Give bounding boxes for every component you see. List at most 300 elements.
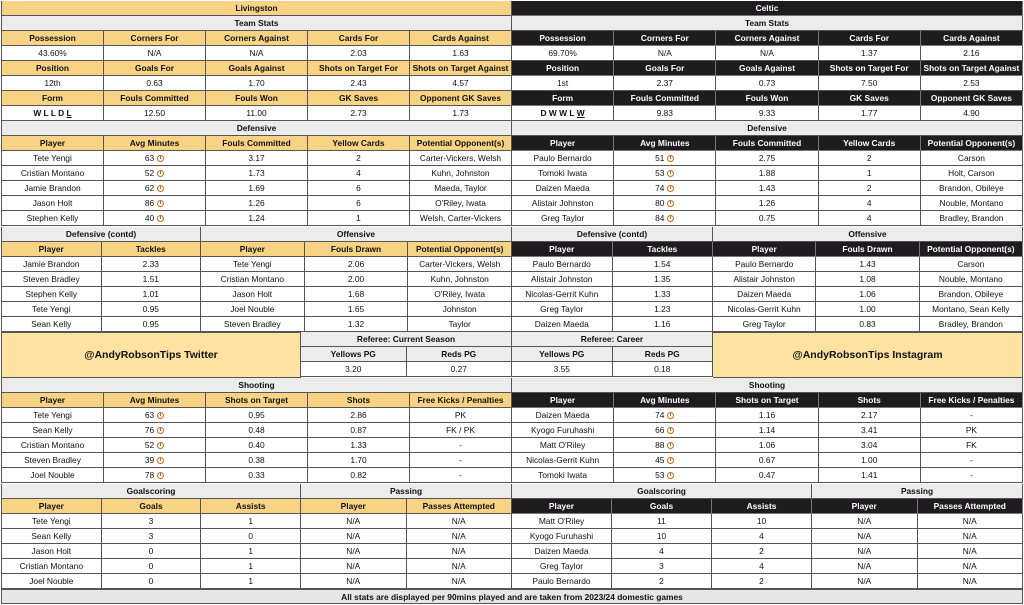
table-cell: [104, 468, 206, 483]
table-cell-text: 0: [148, 576, 154, 586]
table-cell: [1, 151, 104, 166]
table-row: [201, 302, 512, 317]
table-cell-text: -: [970, 470, 973, 480]
column-header: [613, 242, 714, 257]
table-cell-text: Tomoki Iwata: [538, 168, 588, 178]
stat-value: 69.70%: [512, 46, 614, 61]
table-row: [713, 257, 1023, 272]
table-cell: [716, 438, 818, 453]
table-cell: [206, 196, 308, 211]
table-cell-text: -: [970, 410, 973, 420]
column-header: [921, 393, 1023, 408]
column-header: [512, 499, 612, 514]
table-cell-text: Nouble, Montano: [938, 274, 1003, 284]
table-cell: [1, 559, 102, 574]
table-cell-text: 1.43: [758, 183, 776, 193]
table-cell-text: 1.06: [859, 289, 876, 299]
table-row: [1, 408, 512, 423]
table-cell-text: Jason Holt: [232, 289, 273, 299]
table-cell-text: Tomoki Iwata: [538, 470, 588, 480]
column-header: [102, 499, 202, 514]
passing-table: [812, 499, 1023, 589]
table-cell: [407, 544, 513, 559]
stat-value: 1.63: [410, 46, 512, 61]
table-cell-text: Daizen Maeda: [535, 410, 590, 420]
stopwatch-icon: [667, 442, 674, 449]
table-cell: [613, 257, 714, 272]
table-cell-text: 1.41: [861, 470, 878, 480]
table-cell: [812, 544, 918, 559]
table-cell-text: 2.75: [758, 153, 776, 163]
table-cell-text: 39: [144, 455, 155, 465]
table-cell-text: Cristian Montano: [20, 168, 85, 178]
table-cell-text: 2.00: [347, 274, 365, 284]
table-cell: [305, 302, 409, 317]
stopwatch-icon: [667, 412, 674, 419]
column-header: [1, 499, 102, 514]
stat-value: 2.43: [308, 76, 410, 91]
table-cell: [206, 211, 308, 226]
table-row: [201, 317, 512, 332]
table-cell-text: 66: [655, 425, 665, 435]
table-cell-text: 2: [759, 546, 764, 556]
stopwatch-icon: [667, 200, 674, 207]
table-cell: [512, 438, 614, 453]
column-header: [308, 136, 410, 151]
table-cell: [613, 287, 714, 302]
section-title: Shooting: [1, 378, 512, 393]
table-cell-text: 1: [248, 576, 254, 586]
section-title: Offensive: [201, 227, 512, 242]
table-cell-text: 4: [759, 531, 764, 541]
table-row: [512, 529, 812, 544]
table-cell-text: Steven Bradley: [24, 455, 81, 465]
column-header: [712, 499, 812, 514]
table-cell-text: -: [459, 455, 462, 465]
table-cell-text: 1: [356, 213, 361, 223]
table-cell-text: 1.26: [248, 198, 265, 208]
table-cell: [512, 287, 613, 302]
table-cell-text: Bradley, Brandon: [938, 319, 1003, 329]
table-cell: [920, 257, 1023, 272]
column-header-text: Player: [549, 244, 575, 254]
table-cell: [410, 468, 512, 483]
table-cell: [716, 423, 818, 438]
table-cell: [819, 196, 921, 211]
table-row: [1, 302, 201, 317]
column-header-text: Player: [239, 244, 265, 254]
table-cell: [308, 196, 410, 211]
table-cell-text: 1: [248, 561, 254, 571]
table-cell-text: Daizen Maeda: [535, 183, 590, 193]
table-cell-text: 1.08: [859, 274, 876, 284]
column-header-text: Yellow Cards: [332, 138, 385, 148]
table-cell-text: Johnston: [442, 304, 477, 314]
table-cell: [816, 257, 919, 272]
stat-header: Opponent GK Saves: [410, 91, 512, 106]
table-cell-text: Tete Yengi: [31, 304, 71, 314]
stat-value: 2.37: [614, 76, 716, 91]
table-cell: [921, 181, 1023, 196]
table-cell-text: 40: [144, 213, 155, 223]
table-cell-text: Paulo Bernardo: [532, 259, 591, 269]
table-cell-text: N/A: [857, 531, 872, 541]
table-cell: [410, 151, 512, 166]
table-header-row: [512, 499, 812, 514]
table-row: [1, 166, 512, 181]
table-cell: [407, 559, 513, 574]
table-cell: [206, 453, 308, 468]
column-header: [512, 242, 613, 257]
table-cell: [512, 211, 614, 226]
table-cell: [819, 408, 921, 423]
column-header-text: Player: [548, 501, 575, 511]
column-header-text: Potential Opponent(s): [416, 138, 505, 148]
table-cell-text: Tete Yengi: [233, 259, 272, 269]
table-cell-text: 1.14: [758, 425, 776, 435]
table-cell: [201, 559, 301, 574]
table-cell-text: 0.38: [248, 455, 265, 465]
table-cell: [614, 151, 716, 166]
table-cell: [613, 317, 714, 332]
table-cell-text: Matt O'Riley: [538, 516, 585, 526]
table-cell-text: -: [459, 440, 462, 450]
table-header-row: [512, 136, 1023, 151]
stat-header: GK Saves: [308, 91, 410, 106]
table-cell: [1, 438, 104, 453]
ref-value: 0.27: [407, 362, 513, 377]
stat-header: Position: [1, 61, 104, 76]
table-cell: [716, 468, 818, 483]
column-header: [512, 136, 614, 151]
column-header: [816, 242, 919, 257]
column-header-text: Avg Minutes: [129, 395, 180, 405]
table-cell-text: Jamie Brandon: [23, 259, 80, 269]
table-cell: [305, 287, 409, 302]
table-cell: [301, 559, 407, 574]
passing-table: [301, 499, 512, 589]
table-cell: [308, 453, 410, 468]
table-cell-text: 1.35: [654, 274, 671, 284]
table-cell: [1, 317, 102, 332]
table-cell: [613, 272, 714, 287]
column-header-text: Avg Minutes: [129, 138, 180, 148]
table-row: [512, 272, 713, 287]
table-cell: [612, 544, 712, 559]
stat-value: 43.60%: [1, 46, 104, 61]
table-row: [1, 257, 201, 272]
table-cell-text: Greg Taylor: [742, 319, 786, 329]
column-header-text: Assists: [235, 501, 266, 511]
table-cell-text: N/A: [962, 561, 977, 571]
table-cell-text: 0.95: [142, 304, 159, 314]
table-row: [1, 453, 512, 468]
table-cell-text: 86: [144, 198, 155, 208]
table-cell-text: Paulo Bernardo: [533, 153, 592, 163]
table-cell-text: 88: [655, 440, 665, 450]
table-cell-text: Stephen Kelly: [26, 213, 79, 223]
stats-header-row: [512, 61, 1023, 76]
table-cell-text: Joel Nouble: [29, 576, 74, 586]
team-stats-label: Team Stats: [1, 16, 512, 31]
table-cell: [819, 423, 921, 438]
table-cell-text: Tete Yengi: [32, 516, 71, 526]
stat-value: N/A: [104, 46, 206, 61]
table-cell: [512, 272, 613, 287]
table-row: [713, 272, 1023, 287]
table-row: [1, 559, 301, 574]
stats-header-row: [1, 91, 512, 106]
table-cell: [104, 211, 206, 226]
table-row: [512, 196, 1023, 211]
table-cell-text: 3.17: [248, 153, 265, 163]
table-cell: [819, 468, 921, 483]
table-cell-text: Jason Holt: [31, 546, 72, 556]
table-cell-text: Jason Holt: [32, 198, 73, 208]
table-cell: [712, 514, 812, 529]
stopwatch-icon: [157, 442, 164, 449]
stat-header: Possession: [1, 31, 104, 46]
table-cell-text: 80: [655, 198, 665, 208]
table-cell: [102, 529, 202, 544]
table-cell: [512, 166, 614, 181]
table-cell: [712, 544, 812, 559]
table-cell-text: 1.24: [248, 213, 265, 223]
table-cell-text: 0.47: [758, 470, 776, 480]
column-header: [716, 393, 818, 408]
table-cell-text: 6: [356, 198, 361, 208]
table-cell: [102, 287, 202, 302]
table-cell-text: N/A: [346, 531, 361, 541]
column-header-text: Potential Opponent(s): [927, 138, 1016, 148]
table-cell-text: N/A: [962, 531, 977, 541]
table-cell: [410, 408, 512, 423]
table-cell-text: 1.16: [758, 410, 776, 420]
table-cell: [614, 408, 716, 423]
table-cell: [816, 302, 919, 317]
table-cell: [1, 514, 102, 529]
stat-value: 2.53: [921, 76, 1023, 91]
section-title: Passing: [812, 484, 1023, 499]
table-cell-text: 45: [655, 455, 665, 465]
table-row: [713, 317, 1023, 332]
stat-header: Cards For: [308, 31, 410, 46]
stats-header-row: [512, 91, 1023, 106]
table-cell: [1, 257, 102, 272]
table-header-row: [812, 499, 1023, 514]
table-cell: [102, 302, 202, 317]
table-cell-text: 1.68: [347, 289, 365, 299]
stat-header: Cards For: [819, 31, 921, 46]
table-cell-text: 1.73: [248, 168, 265, 178]
table-cell-text: 6: [356, 183, 361, 193]
cel-goalscoring: [512, 484, 812, 589]
stat-header: Form: [512, 91, 614, 106]
table-row: [301, 514, 512, 529]
table-cell-text: 53: [655, 470, 665, 480]
stat-header: Possession: [512, 31, 614, 46]
table-cell-text: Tete Yengi: [33, 153, 72, 163]
table-cell-text: Kyogo Furuhashi: [529, 531, 594, 541]
table-cell: [613, 302, 714, 317]
cel-shooting: [512, 378, 1023, 483]
table-row: [512, 574, 812, 589]
table-cell: [301, 544, 407, 559]
table-cell: [305, 317, 409, 332]
table-cell: [819, 453, 921, 468]
table-cell: [1, 423, 104, 438]
table-cell-text: Bradley, Brandon: [939, 213, 1004, 223]
liv-passing: [301, 484, 512, 589]
table-cell: [410, 438, 512, 453]
table-cell: [206, 166, 308, 181]
table-cell-text: Holt, Carson: [948, 168, 995, 178]
table-row: [1, 196, 512, 211]
defensive-table: [1, 136, 512, 226]
table-cell: [921, 151, 1023, 166]
table-cell-text: Joel Nouble: [230, 304, 275, 314]
table-cell: [716, 151, 818, 166]
table-row: [201, 272, 512, 287]
celtic-panel: [512, 1, 1023, 226]
table-row: [512, 302, 713, 317]
table-cell: [410, 196, 512, 211]
table-cell-text: Nicolas-Gerrit Kuhn: [526, 455, 600, 465]
table-row: [713, 302, 1023, 317]
table-cell: [407, 529, 513, 544]
stopwatch-icon: [667, 457, 674, 464]
table-cell: [819, 181, 921, 196]
table-cell-text: N/A: [346, 516, 361, 526]
column-header: [201, 242, 305, 257]
table-cell-text: Joel Nouble: [30, 470, 75, 480]
table-cell: [918, 529, 1024, 544]
table-cell: [614, 196, 716, 211]
table-cell: [614, 166, 716, 181]
stopwatch-icon: [667, 170, 674, 177]
table-row: [512, 438, 1023, 453]
table-cell-text: N/A: [451, 546, 466, 556]
table-cell: [1, 211, 104, 226]
table-cell-text: Nouble, Montano: [939, 198, 1004, 208]
stat-value: N/A: [206, 46, 308, 61]
table-cell-text: N/A: [857, 576, 872, 586]
stopwatch-icon: [157, 155, 164, 162]
stat-header: Goals For: [104, 61, 206, 76]
stopwatch-icon: [157, 200, 164, 207]
table-cell: [308, 438, 410, 453]
table-cell: [201, 257, 305, 272]
table-cell-text: 78: [144, 470, 155, 480]
table-cell: [206, 438, 308, 453]
table-cell-text: Welsh, Carter-Vickers: [419, 213, 502, 223]
table-cell-text: 2.17: [861, 410, 878, 420]
shooting-table: [1, 393, 512, 483]
column-header-text: Free Kicks / Penalties: [417, 395, 504, 405]
table-cell-text: Cristian Montano: [220, 274, 284, 284]
table-cell: [819, 151, 921, 166]
table-cell-text: 1.51: [142, 274, 159, 284]
offensive-table: [201, 242, 512, 332]
column-header: [102, 242, 202, 257]
table-cell-text: Steven Bradley: [22, 274, 80, 284]
shooting-table: [512, 393, 1023, 483]
column-header: [410, 393, 512, 408]
table-cell: [614, 453, 716, 468]
column-header-text: Tackles: [135, 244, 166, 254]
table-cell: [308, 423, 410, 438]
table-cell: [716, 408, 818, 423]
column-header: [920, 242, 1023, 257]
table-cell-text: Kyogo Furuhashi: [530, 425, 595, 435]
table-header-row: [512, 393, 1023, 408]
stopwatch-icon: [157, 215, 164, 222]
liv-defensive-contd: [1, 227, 201, 332]
table-cell-text: N/A: [857, 546, 872, 556]
table-cell-text: 1.26: [758, 198, 776, 208]
table-header-row: [1, 242, 201, 257]
table-row: [1, 287, 201, 302]
table-cell-text: 4: [866, 213, 872, 223]
referee-career: [512, 332, 713, 377]
table-cell: [104, 181, 206, 196]
table-row: [1, 151, 512, 166]
table-row: [1, 438, 512, 453]
table-cell: [512, 544, 612, 559]
table-cell: [1, 529, 102, 544]
table-cell: [410, 181, 512, 196]
stopwatch-icon: [667, 155, 674, 162]
table-cell-text: Matt O'Riley: [539, 440, 586, 450]
table-cell-text: 2.06: [347, 259, 365, 269]
stopwatch-icon: [157, 427, 164, 434]
table-cell: [812, 529, 918, 544]
table-cell-text: N/A: [346, 561, 361, 571]
stopwatch-icon: [157, 185, 164, 192]
stats-value-row: [512, 46, 1023, 61]
stopwatch-icon: [667, 185, 674, 192]
table-cell: [612, 574, 712, 589]
column-header: [921, 136, 1023, 151]
table-cell: [512, 257, 613, 272]
section-title: Defensive: [512, 121, 1023, 136]
stat-value: 4.90: [921, 106, 1023, 121]
defensive-contd-table: [1, 242, 201, 332]
stat-header: Corners Against: [716, 31, 818, 46]
table-cell-text: Daizen Maeda: [534, 319, 589, 329]
stat-value: 1.70: [206, 76, 308, 91]
table-cell: [201, 302, 305, 317]
table-cell-text: 11: [657, 516, 666, 526]
table-cell-text: Greg Taylor: [541, 213, 585, 223]
table-cell-text: N/A: [451, 576, 466, 586]
referee-current: [301, 332, 512, 377]
table-cell: [410, 211, 512, 226]
table-cell-text: FK / PK: [446, 425, 475, 435]
table-row: [1, 468, 512, 483]
column-header: [206, 393, 308, 408]
table-cell-text: 53: [655, 168, 665, 178]
table-cell: [410, 166, 512, 181]
column-header-text: Shots on Target: [735, 395, 799, 405]
table-cell-text: Carter-Vickers, Welsh: [419, 259, 501, 269]
column-header-text: Player: [39, 138, 66, 148]
table-cell: [512, 574, 612, 589]
table-cell: [1, 181, 104, 196]
stat-header: Fouls Won: [206, 91, 308, 106]
column-header: [201, 499, 301, 514]
stat-header: Cards Against: [921, 31, 1023, 46]
